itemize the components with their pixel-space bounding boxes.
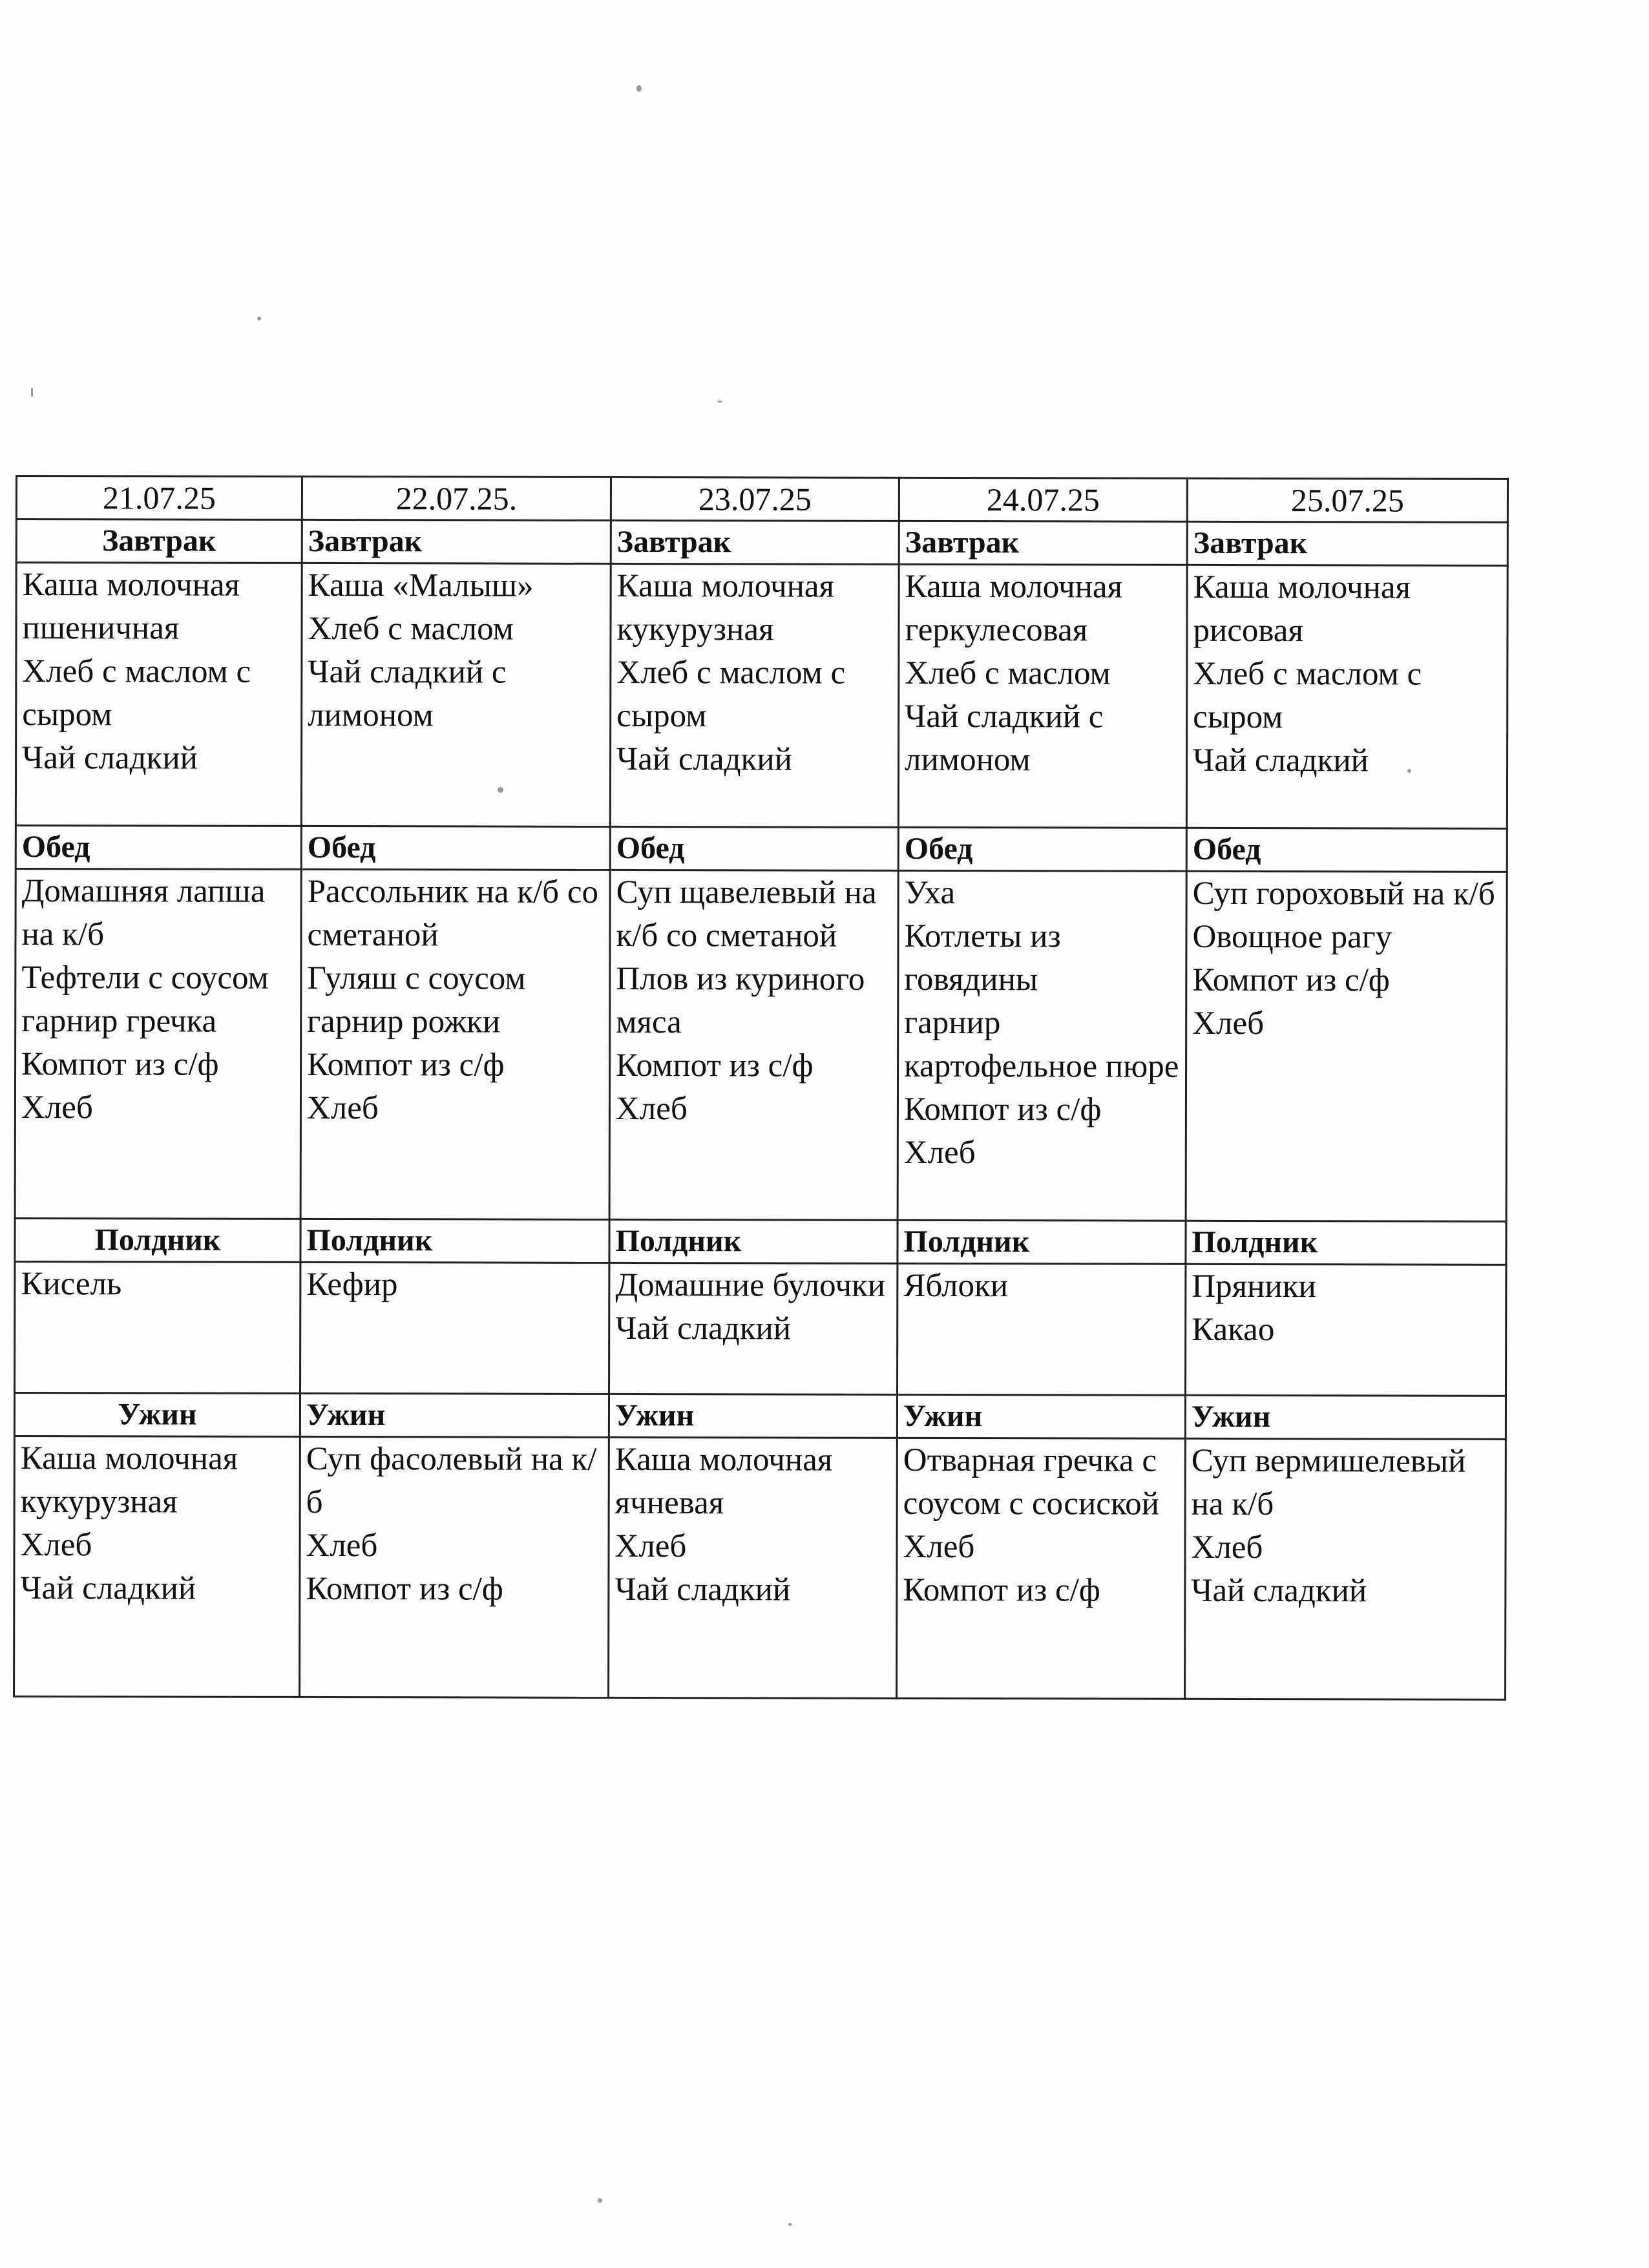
menu-cell xyxy=(14,1436,300,1697)
menu-item: Чай сладкий с лимоном xyxy=(905,698,1104,779)
menu-item: Суп щавелевый на к/б со сметаной xyxy=(616,874,877,954)
menu-item: Яблоки xyxy=(903,1267,1009,1305)
menu-item: Котлеты из говядины xyxy=(904,918,1061,998)
meal-items-row-breakfast xyxy=(16,563,1507,829)
menu-item: Хлеб с маслом с сыром xyxy=(1193,655,1422,736)
meal-items-row-dinner xyxy=(14,1436,1506,1700)
menu-item: Чай сладкий xyxy=(614,1571,791,1608)
meal-name-cell: Обед xyxy=(1186,828,1507,872)
menu-item: Кефир xyxy=(306,1266,398,1303)
menu-cell xyxy=(1186,1264,1506,1396)
menu-cell xyxy=(609,1437,898,1698)
menu-cell xyxy=(1186,871,1507,1221)
menu-item: Суп вермишелевый на к/б xyxy=(1191,1442,1466,1523)
menu-cell xyxy=(609,870,898,1220)
menu-cell xyxy=(897,1438,1186,1699)
meal-name-cell: Полдник xyxy=(300,1219,609,1263)
scan-speck xyxy=(1407,769,1411,773)
meal-name-cell: Ужин xyxy=(300,1393,609,1437)
meal-name-cell: Обед xyxy=(898,827,1186,871)
menu-cell xyxy=(300,869,610,1219)
menu-cell xyxy=(300,1436,609,1697)
meal-name-cell: Полдник xyxy=(15,1219,300,1263)
menu-cell xyxy=(300,1262,609,1394)
menu-item: Суп фасолевый на к/б xyxy=(306,1440,597,1520)
menu-item: Отварная гречка с соусом с сосиской xyxy=(903,1442,1159,1522)
meal-name-cell: Ужин xyxy=(609,1394,897,1438)
date-cell: 22.07.25. xyxy=(302,476,611,520)
menu-item: Чай сладкий xyxy=(616,740,792,778)
scan-speck xyxy=(636,85,642,92)
menu-cell xyxy=(898,870,1186,1221)
menu-item: Каша молочная геркулесовая xyxy=(905,568,1123,649)
scan-speck xyxy=(498,787,503,793)
menu-table xyxy=(13,475,1509,1701)
menu-item: Каша молочная рисовая xyxy=(1193,569,1411,649)
meal-name-cell: Полдник xyxy=(1186,1221,1506,1265)
menu-item: Хлеб с маслом с сыром xyxy=(22,653,251,733)
menu-item: Компот из с/ф xyxy=(307,1046,505,1084)
menu-cell xyxy=(301,563,611,826)
menu-item: Хлеб xyxy=(903,1134,976,1171)
menu-item: Хлеб xyxy=(21,1089,93,1126)
meal-name-cell: Завтрак xyxy=(1187,521,1507,565)
meal-name-cell: Ужин xyxy=(897,1394,1185,1438)
menu-item: Чай сладкий xyxy=(20,1570,196,1607)
menu-item: Каша молочная ячневая xyxy=(614,1441,833,1522)
menu-item: Какао xyxy=(1192,1311,1275,1349)
scan-speck xyxy=(257,317,261,320)
menu-item: Хлеб xyxy=(1192,1005,1265,1042)
menu-item: Тефтели с соусом гарнир гречка xyxy=(21,960,269,1040)
meal-name-cell: Обед xyxy=(301,826,610,870)
menu-cell xyxy=(609,1263,898,1394)
menu-item: Компот из с/ф xyxy=(1192,961,1390,999)
menu-item: Компот из с/ф xyxy=(903,1571,1100,1609)
menu-item: Чай сладкий с лимоном xyxy=(308,653,507,734)
menu-item: Хлеб xyxy=(614,1528,687,1565)
menu-item: Компот из с/ф xyxy=(616,1047,814,1084)
menu-cell xyxy=(610,563,899,827)
menu-cell xyxy=(15,869,301,1219)
menu-item: Хлеб с маслом с сыром xyxy=(616,654,846,735)
meal-items-row-snack xyxy=(15,1262,1506,1396)
meal-name-cell: Полдник xyxy=(898,1220,1186,1264)
meal-name-cell: Обед xyxy=(610,826,898,870)
scan-speck xyxy=(788,2223,792,2226)
menu-item: Уха xyxy=(904,874,956,912)
menu-item: Плов из куриного мяса xyxy=(616,960,865,1041)
meal-name-cell: Завтрак xyxy=(899,521,1187,565)
menu-item: Чай сладкий xyxy=(22,740,198,777)
meal-name-cell: Ужин xyxy=(1185,1395,1506,1439)
menu-item: Каша молочная кукурузная xyxy=(616,567,835,648)
menu-cell xyxy=(1185,1438,1506,1699)
meal-name-cell: Полдник xyxy=(609,1219,898,1263)
menu-item: Чай сладкий xyxy=(615,1310,792,1347)
date-cell: 24.07.25 xyxy=(899,478,1187,521)
date-header-row xyxy=(16,476,1507,523)
meal-header-row-dinner xyxy=(14,1393,1506,1440)
scan-speck xyxy=(598,2198,602,2203)
meal-header-row-lunch xyxy=(16,826,1507,872)
menu-item: Кисель xyxy=(21,1266,122,1303)
menu-item: Гуляш с соусом гарнир рожки xyxy=(307,960,526,1040)
scan-speck xyxy=(717,401,722,403)
meal-name-cell: Ужин xyxy=(14,1393,300,1437)
menu-cell xyxy=(16,563,302,826)
menu-item: Хлеб xyxy=(1191,1529,1263,1566)
menu-item: гарнир картофельное пюре xyxy=(904,1004,1179,1085)
meal-name-cell: Завтрак xyxy=(611,520,899,564)
menu-item: Хлеб с маслом xyxy=(308,610,514,647)
menu-item: Чай сладкий xyxy=(1191,1572,1367,1610)
date-cell: 25.07.25 xyxy=(1187,478,1507,522)
date-cell: 21.07.25 xyxy=(16,476,302,520)
menu-item: Хлеб xyxy=(903,1528,975,1566)
menu-item: Рассольник на к/б со сметаной xyxy=(307,873,599,954)
menu-cell xyxy=(898,564,1187,828)
meal-items-row-lunch xyxy=(15,869,1507,1222)
menu-item: Овощное рагу xyxy=(1192,918,1392,956)
menu-item: Компот из с/ф xyxy=(903,1091,1102,1128)
meal-header-row-breakfast xyxy=(16,520,1507,566)
date-cell: 23.07.25 xyxy=(611,477,899,521)
menu-item: Каша молочная кукурузная xyxy=(20,1440,238,1520)
meal-name-cell: Обед xyxy=(16,826,301,870)
menu-item: Хлеб xyxy=(615,1090,688,1128)
meal-header-row-snack xyxy=(15,1219,1506,1265)
menu-item: Чай сладкий xyxy=(1193,742,1369,779)
menu-item: Компот из с/ф xyxy=(306,1570,503,1608)
menu-item: Домашние булочки xyxy=(615,1266,886,1304)
menu-item: Каша молочная пшеничная xyxy=(22,567,240,647)
scan-speck xyxy=(31,388,33,397)
menu-item: Каша «Малыш» xyxy=(308,567,534,604)
menu-item: Домашняя лапша на к/б xyxy=(21,873,266,953)
menu-item: Суп гороховый на к/б xyxy=(1192,875,1495,912)
menu-item: Хлеб с маслом xyxy=(905,655,1111,692)
menu-item: Пряники xyxy=(1192,1268,1316,1305)
menu-item: Компот из с/ф xyxy=(21,1046,219,1083)
menu-cell xyxy=(1186,565,1507,828)
menu-item: Хлеб xyxy=(306,1527,378,1564)
menu-cell xyxy=(898,1263,1186,1395)
menu-cell xyxy=(15,1262,300,1394)
menu-item: Хлеб xyxy=(20,1527,92,1564)
menu-item: Хлеб xyxy=(306,1089,379,1127)
meal-name-cell: Завтрак xyxy=(16,520,302,563)
meal-name-cell: Завтрак xyxy=(302,520,611,563)
